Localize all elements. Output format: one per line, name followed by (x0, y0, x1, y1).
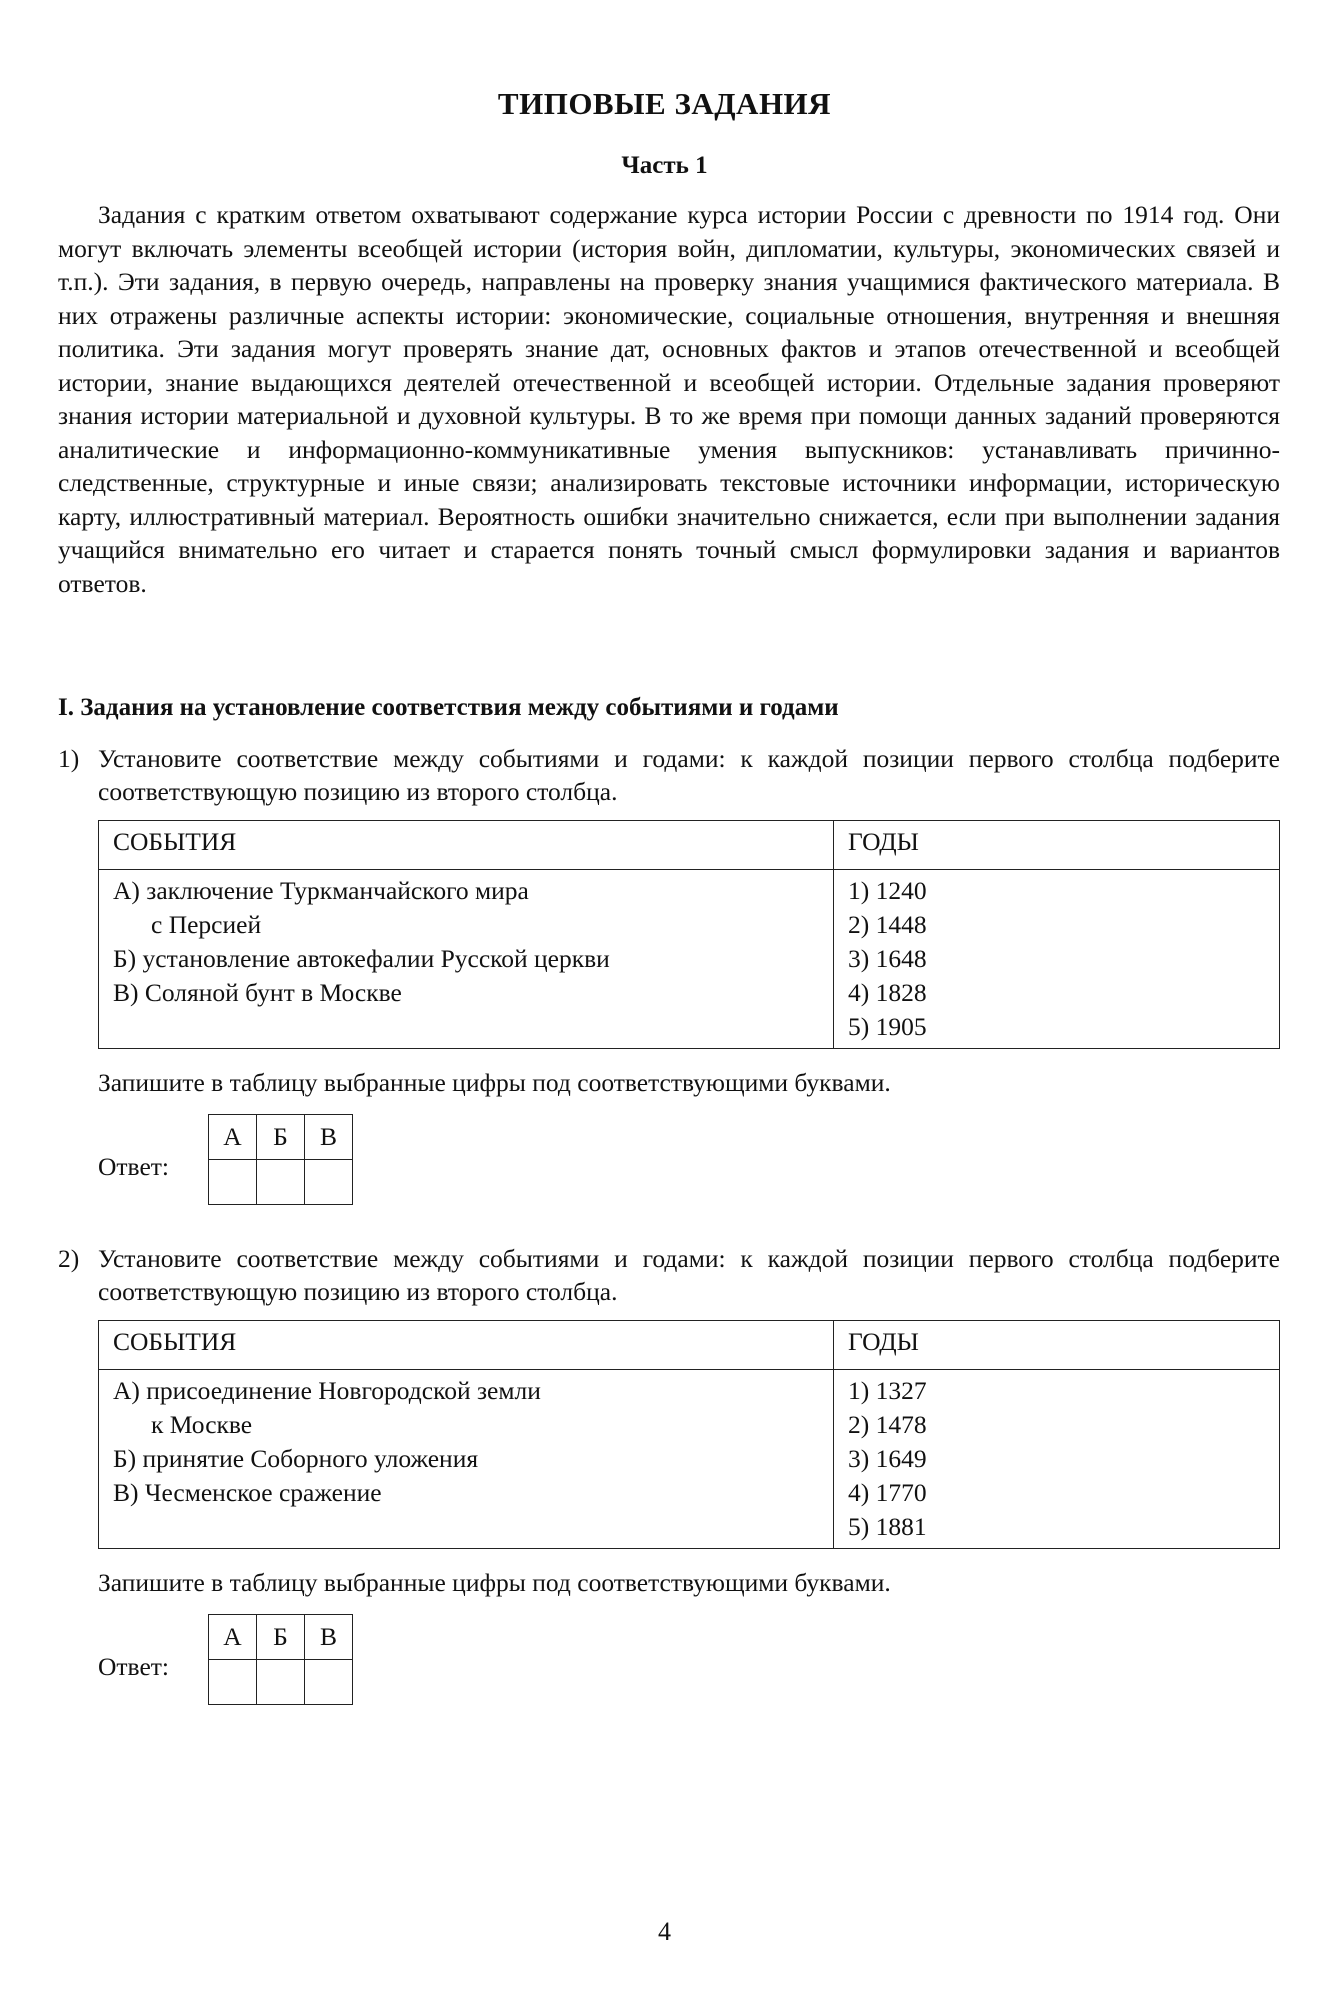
task-2-prompt (58, 1242, 1280, 1308)
page-number: 4 (658, 1917, 671, 1946)
events-column-header: СОБЫТИЯ (99, 1321, 834, 1370)
answer-letters-row (209, 1615, 353, 1660)
task-1 (58, 742, 1280, 1181)
task-1-write-note: Запишите в таблицу выбранные цифры под соответствующими буквами. (98, 1068, 891, 1097)
event-a: А) присоединение Новгородской земли (113, 1376, 541, 1405)
section-heading: I. Задания на установление соответствия между событиями и годами (58, 694, 839, 721)
table-header-row (99, 1321, 1280, 1370)
year-option-2: 2) 1478 (848, 1410, 927, 1439)
table-body-row (99, 1370, 1280, 1549)
answer-input-row (209, 1160, 353, 1205)
answer-letter-c: В (305, 1615, 353, 1660)
event-a-continuation: к Москве (151, 1410, 253, 1439)
answer-input-c[interactable] (305, 1660, 353, 1705)
answer-input-a[interactable] (209, 1160, 257, 1205)
year-option-5: 5) 1905 (848, 1012, 927, 1041)
years-cell (834, 1370, 1280, 1549)
year-option-4: 4) 1828 (848, 978, 927, 1007)
task-2-text: Установите соответствие между событиями и годами: к каждой позиции первого столбца подберите соответствующую позицию из второго столбца. (98, 1244, 1280, 1306)
year-option-5: 5) 1881 (848, 1512, 927, 1541)
task-1-answer-label: Ответ: (98, 1152, 169, 1181)
answer-input-b[interactable] (257, 1160, 305, 1205)
part-heading: Часть 1 (621, 152, 708, 179)
answer-input-b[interactable] (257, 1660, 305, 1705)
task-2-write-note: Запишите в таблицу выбранные цифры под соответствующими буквами. (98, 1568, 891, 1597)
answer-input-a[interactable] (209, 1660, 257, 1705)
table-header-row (99, 821, 1280, 870)
event-a: А) заключение Туркманчайского мира (113, 876, 529, 905)
years-column-header: ГОДЫ (834, 1321, 1280, 1370)
year-option-3: 3) 1649 (848, 1444, 927, 1473)
task-1-prompt (58, 742, 1280, 808)
years-cell (834, 870, 1280, 1049)
answer-letter-c: В (305, 1115, 353, 1160)
answer-letter-b: Б (257, 1115, 305, 1160)
task-2-match-table (98, 1320, 1280, 1549)
task-1-answer-table (208, 1114, 353, 1205)
task-1-text: Установите соответствие между событиями и годами: к каждой позиции первого столбца подберите соответствующую позицию из второго столбца. (98, 744, 1280, 806)
events-cell (99, 1370, 834, 1549)
answer-letters-row (209, 1115, 353, 1160)
year-option-1: 1) 1240 (848, 876, 927, 905)
year-option-2: 2) 1448 (848, 910, 927, 939)
event-b: Б) установление автокефалии Русской церкви (113, 944, 610, 973)
events-column-header: СОБЫТИЯ (99, 821, 834, 870)
answer-letter-a: А (209, 1115, 257, 1160)
event-c: В) Чесменское сражение (113, 1478, 382, 1507)
years-column-header: ГОДЫ (834, 821, 1280, 870)
year-option-4: 4) 1770 (848, 1478, 927, 1507)
task-2-answer-table (208, 1614, 353, 1705)
event-c: В) Соляной бунт в Москве (113, 978, 402, 1007)
task-2 (58, 1242, 1280, 1681)
answer-letter-b: Б (257, 1615, 305, 1660)
task-1-number: 1) (58, 744, 80, 773)
answer-input-row (209, 1660, 353, 1705)
year-option-1: 1) 1327 (848, 1376, 927, 1405)
task-2-answer-label: Ответ: (98, 1652, 169, 1681)
event-b: Б) принятие Соборного уложения (113, 1444, 479, 1473)
page-title: ТИПОВЫЕ ЗАДАНИЯ (497, 86, 832, 121)
answer-letter-a: А (209, 1615, 257, 1660)
answer-input-c[interactable] (305, 1160, 353, 1205)
year-option-3: 3) 1648 (848, 944, 927, 973)
task-2-number: 2) (58, 1244, 80, 1273)
event-a-continuation: с Персией (151, 910, 262, 939)
table-body-row (99, 870, 1280, 1049)
events-cell (99, 870, 834, 1049)
intro-paragraph: Задания с кратким ответом охватывают содержание курса истории России с древности по 1914 год. Они могут включать элементы всеобщей истории (история войн, дипломатии, культуры, экономических связей и т.п.). Эти задания, в первую очередь, направлены на проверку знания учащимися фактического материала. В них отражены различные аспекты истории: экономические, социальные отношения, внутренняя и внешняя политика. Эти задания могут проверять знание дат, основных фактов и этапов отечественной и всеобщей истории, знание выдающихся деятелей отечественной и всеобщей истории. Отдельные задания проверяют знания истории материальной и духовной культуры. В то же время при помощи данных заданий проверяются аналитические и информационно-коммуникативные умения выпускников: устанавливать причинно-следственные, структурные и иные связи; анализировать текстовые источники информации, историческую карту, иллюстративный материал. Вероятность ошибки значительно снижается, если при выполнении задания учащийся внимательно его читает и старается понять точный смысл формулировки задания и вариантов ответов. (58, 200, 1280, 598)
task-1-match-table (98, 820, 1280, 1049)
